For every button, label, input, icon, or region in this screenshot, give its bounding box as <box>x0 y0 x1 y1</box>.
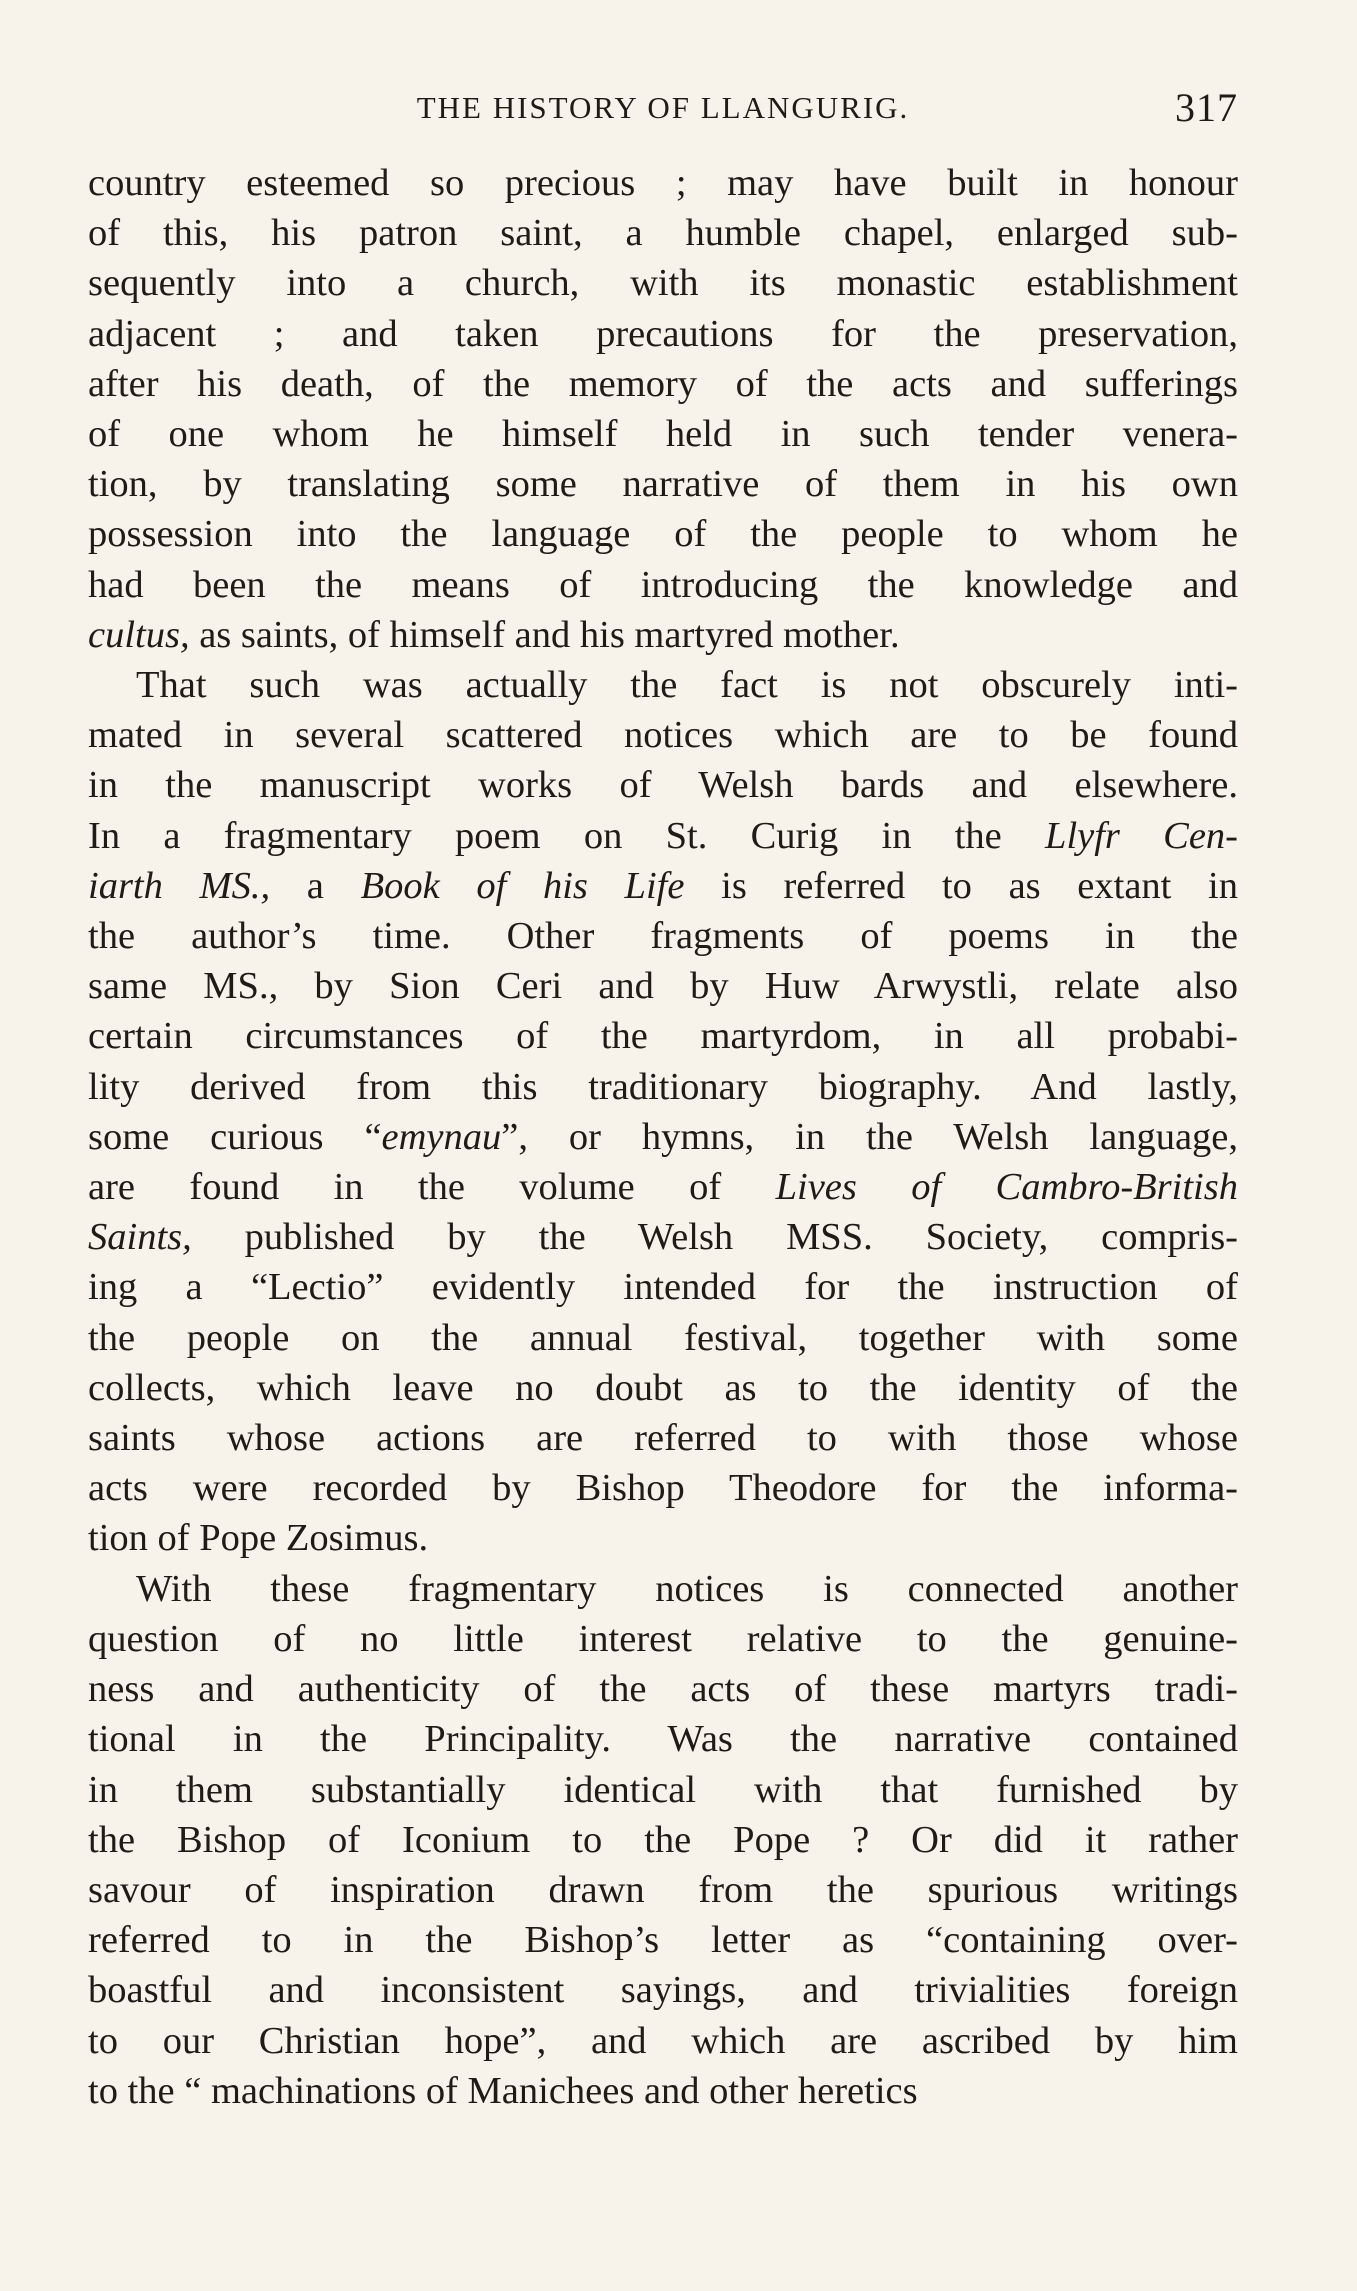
text-run: certain circumstances of the martyrdom, in all probabi- <box>88 1015 1238 1058</box>
text-run: ”, or hymns, in the Welsh language, <box>501 1115 1238 1158</box>
italic-run: Llyfr Cen- <box>1045 814 1238 857</box>
text-line <box>88 1463 1238 1513</box>
text-run: a <box>270 864 361 907</box>
text-line <box>88 1614 1238 1664</box>
text-run: saints whose actions are referred to with those whose <box>88 1417 1238 1460</box>
text-line <box>88 1965 1238 2015</box>
italic-run: cultus, <box>88 613 190 656</box>
text-run: ing a “Lectio” evidently intended for the instruction of <box>88 1266 1238 1309</box>
text-line <box>88 1564 1238 1614</box>
text-line <box>88 1765 1238 1815</box>
text-line <box>88 1212 1238 1262</box>
text-run: had been the means of introducing the knowledge and <box>88 563 1238 606</box>
text-run: tion of Pope Zosimus. <box>88 1517 429 1560</box>
italic-run: Book of his Life <box>360 864 685 907</box>
text-run: referred to in the Bishop’s letter as “containing over- <box>88 1919 1238 1962</box>
paragraph <box>88 158 1238 660</box>
text-run: question of no little interest relative to the genuine- <box>88 1617 1238 1660</box>
text-line <box>88 1162 1238 1212</box>
text-line <box>88 1513 1238 1563</box>
text-line <box>88 208 1238 258</box>
text-run: some curious “ <box>88 1115 382 1158</box>
text-run: ness and authenticity of the acts of these martyrs tradi- <box>88 1668 1238 1711</box>
text-run: tion, by translating some narrative of them in his own <box>88 463 1238 506</box>
text-line <box>88 861 1238 911</box>
text-line <box>88 1262 1238 1312</box>
text-line <box>88 660 1238 710</box>
text-line <box>88 1413 1238 1463</box>
text-run: With these fragmentary notices is connected another <box>136 1567 1238 1610</box>
text-line <box>88 710 1238 760</box>
text-run: the people on the annual festival, together with some <box>88 1316 1238 1359</box>
text-run: collects, which leave no doubt as to the identity of the <box>88 1366 1238 1409</box>
italic-run: emynau <box>381 1115 502 1158</box>
book-page <box>88 80 1238 2116</box>
text-run: of this, his patron saint, a humble chapel, enlarged sub- <box>88 212 1238 255</box>
text-run: lity derived from this traditionary biography. And lastly, <box>88 1065 1238 1108</box>
text-run: to our Christian hope”, and which are ascribed by him <box>88 2019 1238 2062</box>
text-line <box>88 309 1238 359</box>
text-line <box>88 1915 1238 1965</box>
text-line <box>88 158 1238 208</box>
text-line <box>88 409 1238 459</box>
text-run: sequently into a church, with its monastic establishment <box>88 262 1238 305</box>
text-line <box>88 1815 1238 1865</box>
text-run: adjacent ; and taken precautions for the preservation, <box>88 312 1238 355</box>
text-run: the Bishop of Iconium to the Pope ? Or did it rather <box>88 1818 1238 1861</box>
text-line <box>88 1062 1238 1112</box>
text-run: of one whom he himself held in such tender venera- <box>88 413 1238 456</box>
text-line <box>88 359 1238 409</box>
text-run: possession into the language of the people to whom he <box>88 513 1238 556</box>
text-line <box>88 560 1238 610</box>
text-line <box>88 961 1238 1011</box>
text-line <box>88 1313 1238 1363</box>
text-run: are found in the volume of <box>88 1166 776 1209</box>
text-run: mated in several scattered notices which are to be found <box>88 714 1238 757</box>
text-run: That such was actually the fact is not obscurely inti- <box>136 664 1238 707</box>
text-line <box>88 760 1238 810</box>
paragraph <box>88 660 1238 1564</box>
text-run: boastful and inconsistent sayings, and trivialities foreign <box>88 1969 1238 2012</box>
text-line <box>88 610 1238 660</box>
italic-run: iarth MS., <box>88 864 271 907</box>
text-line <box>88 1664 1238 1714</box>
text-run: the author’s time. Other fragments of poems in the <box>88 915 1238 958</box>
text-run: in them substantially identical with that furnished by <box>88 1768 1238 1811</box>
text-run: savour of inspiration drawn from the spurious writings <box>88 1868 1238 1911</box>
text-run: as saints, of himself and his martyred mother. <box>189 613 900 656</box>
running-title: THE HISTORY OF LLANGURIG. <box>416 90 910 125</box>
text-line <box>88 1865 1238 1915</box>
text-run: to the “ machinations of Manichees and other heretics <box>88 2069 918 2112</box>
body-text <box>88 158 1238 2116</box>
text-line <box>88 1112 1238 1162</box>
running-head <box>88 80 1238 140</box>
text-run: In a fragmentary poem on St. Curig in the <box>88 814 1046 857</box>
paragraph <box>88 1564 1238 2116</box>
text-line <box>88 911 1238 961</box>
page-number: 317 <box>1175 85 1238 130</box>
text-line <box>88 509 1238 559</box>
text-line <box>88 459 1238 509</box>
text-run: tional in the Principality. Was the narrative contained <box>88 1718 1238 1761</box>
text-run: in the manuscript works of Welsh bards and elsewhere. <box>88 764 1238 807</box>
text-run: country esteemed so precious ; may have built in honour <box>88 162 1238 204</box>
text-line <box>88 1011 1238 1061</box>
text-line <box>88 258 1238 308</box>
text-line <box>88 1714 1238 1764</box>
text-line <box>88 2066 1238 2116</box>
text-run: acts were recorded by Bishop Theodore for the informa- <box>88 1467 1238 1510</box>
text-run: same MS., by Sion Ceri and by Huw Arwystli, relate also <box>88 965 1238 1008</box>
text-line <box>88 1363 1238 1413</box>
italic-run: Lives of Cambro-British <box>775 1166 1238 1209</box>
text-run: published by the Welsh MSS. Society, compris- <box>191 1216 1238 1259</box>
text-line <box>88 2016 1238 2066</box>
text-run: is referred to as extant in <box>684 864 1238 907</box>
text-line <box>88 811 1238 861</box>
italic-run: Saints, <box>88 1216 192 1259</box>
text-run: after his death, of the memory of the acts and sufferings <box>88 362 1238 405</box>
